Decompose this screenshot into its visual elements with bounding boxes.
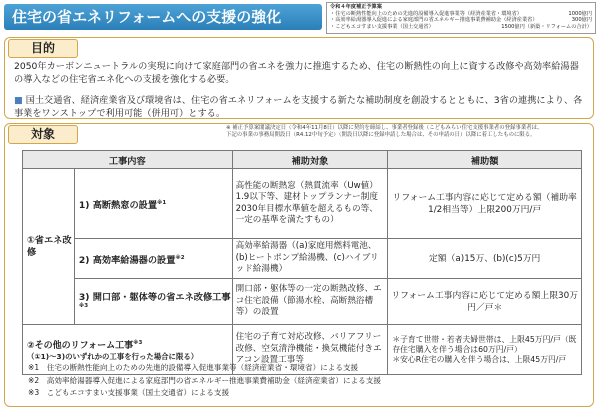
budget-amount: 300億円	[571, 17, 592, 24]
budget-row	[330, 17, 592, 24]
footnote: ※3 こどもエコすまい支援事業（国土交通省）による支援	[28, 388, 230, 397]
budget-amount: 1500億円（新築・リフォームの合計）	[501, 23, 592, 30]
target-note-2: 下記の事業の事務局開設日（R4.12中旬予定）（開設日以降に登録申請した場合は、その申請の日）以降に着工したものに限る。	[226, 132, 536, 138]
subject-cell: 高効率給湯器（(a)家庭用燃料電池、(b)ヒートポンプ給湯機、(c)ハイブリッド給湯機）	[232, 239, 388, 279]
work-mark: ※3	[78, 302, 89, 309]
budget-name: ・住宅の断熱性能向上のための先進的設備導入促進事業等（経済産業省・環境省）	[330, 10, 522, 17]
header-subject: 補助対象	[232, 151, 388, 169]
header-amount: 補助額	[388, 151, 582, 169]
budget-box	[326, 2, 596, 34]
work-name	[74, 239, 232, 279]
other-subject-cell: 住宅の子育て対応改修、バリアフリー改修、空気清浄機能・換気機能付きエアコン設置工事等	[232, 325, 388, 375]
table-header-row	[23, 151, 582, 169]
subsidy-table	[22, 150, 582, 375]
work-name	[74, 169, 232, 239]
budget-row	[330, 24, 592, 31]
work-mark: ※1	[157, 199, 167, 206]
table-row	[23, 239, 582, 279]
amount-cell: 定額（a)15万、(b)(c)5万円	[388, 239, 582, 279]
work-name-text: 3) 開口部・躯体等の省エネ改修工事	[78, 291, 231, 303]
other-work-title-text: ②その他のリフォーム工事	[27, 341, 134, 352]
work-mark: ※2	[175, 254, 185, 261]
budget-amount: 1000億円	[568, 10, 592, 17]
purpose-line-2	[14, 94, 584, 120]
footnote: ※1 住宅の断熱性能向上のための先進的設備導入促進事業等（経済産業省・環境省）による支援	[28, 363, 359, 372]
budget-heading: 令和４年度補正予算案	[330, 4, 382, 10]
work-name-text: 1) 高断熱窓の設置	[78, 199, 158, 211]
purpose-line-1: 2050年カーボンニュートラルの実現に向けて家庭部門の省エネを強力に推進するため、住宅の断熱性の向上に資する改修や高効率給湯器の導入などの住宅省エネ化への支援を強化する必要。	[14, 61, 579, 85]
target-note-1: ※ 補正予算案閣議決定日（令和4年11月8日）以降に契約を締結し、事業者登録後（こどもみらい住宅支援事業者の登録事業者は、	[226, 125, 543, 131]
other-amount-note-2: ＊安心R住宅の購入を伴う場合は、上限45万円/戸	[392, 354, 567, 364]
subject-cell: 開口部・躯体等の一定の断熱改修、エコ住宅設備（節湯水栓、高断熱浴槽等）の設置	[232, 279, 388, 325]
target-note	[226, 125, 590, 139]
subject-cell: 高性能の断熱窓（熱貫流率（Uw値）1.9以下等、建材トップランナー制度2030年目標水準値を超えるもの等、一定の基準を満たすもの）	[232, 169, 388, 239]
budget-name: ・こどもエコすまい支援事業（国土交通省）	[330, 23, 434, 30]
footnote: ※2 高効率給湯器導入促進による家庭部門の省エネルギー推進事業費補助金（経済産業省）による支援	[28, 375, 381, 385]
square-bullet-icon: ■	[14, 95, 23, 106]
header	[0, 0, 600, 34]
other-work-title	[27, 337, 228, 352]
target-label: 対象	[8, 125, 78, 144]
purpose-text	[14, 60, 584, 120]
other-amount-note-1: ＊子育て世帯・若者夫婦世帯は、上限45万円/戸（既存住宅購入を伴う場合は60万円/戸）	[392, 334, 577, 354]
purpose-label: 目的	[8, 39, 78, 58]
budget-name: ・高効率給湯器導入促進による家庭部門の省エネルギー推進事業費補助金（経済産業省）	[330, 17, 538, 24]
work-name	[74, 279, 232, 325]
amount-cell: リフォーム工事内容に応じて定める額上限30万円／戸＊	[388, 279, 582, 325]
category-cell: ①省エネ改修	[23, 169, 75, 325]
table-row	[23, 169, 582, 239]
footnotes	[28, 362, 588, 400]
other-work-condition: （①1)～3)のいずれかの工事を行った場合に限る）	[27, 352, 199, 362]
table-row	[23, 279, 582, 325]
purpose-line-2-text: 国土交通省、経済産業省及び環境省は、住宅の省エネリフォームを支援する新たな補助制度を創設するとともに、3省の連携により、各事業をワンストップで利用可能（併用可）とする。	[14, 95, 583, 119]
work-name-text: 2) 高効率給湯器の設置	[78, 254, 176, 266]
amount-cell: リフォーム工事内容に応じて定める額（補助率1/2相当等）上限200万円/戸	[388, 169, 582, 239]
other-work-mark: ※3	[133, 340, 143, 347]
page-title: 住宅の省エネリフォームへの支援の強化	[4, 4, 322, 30]
header-work: 工事内容	[23, 151, 233, 169]
